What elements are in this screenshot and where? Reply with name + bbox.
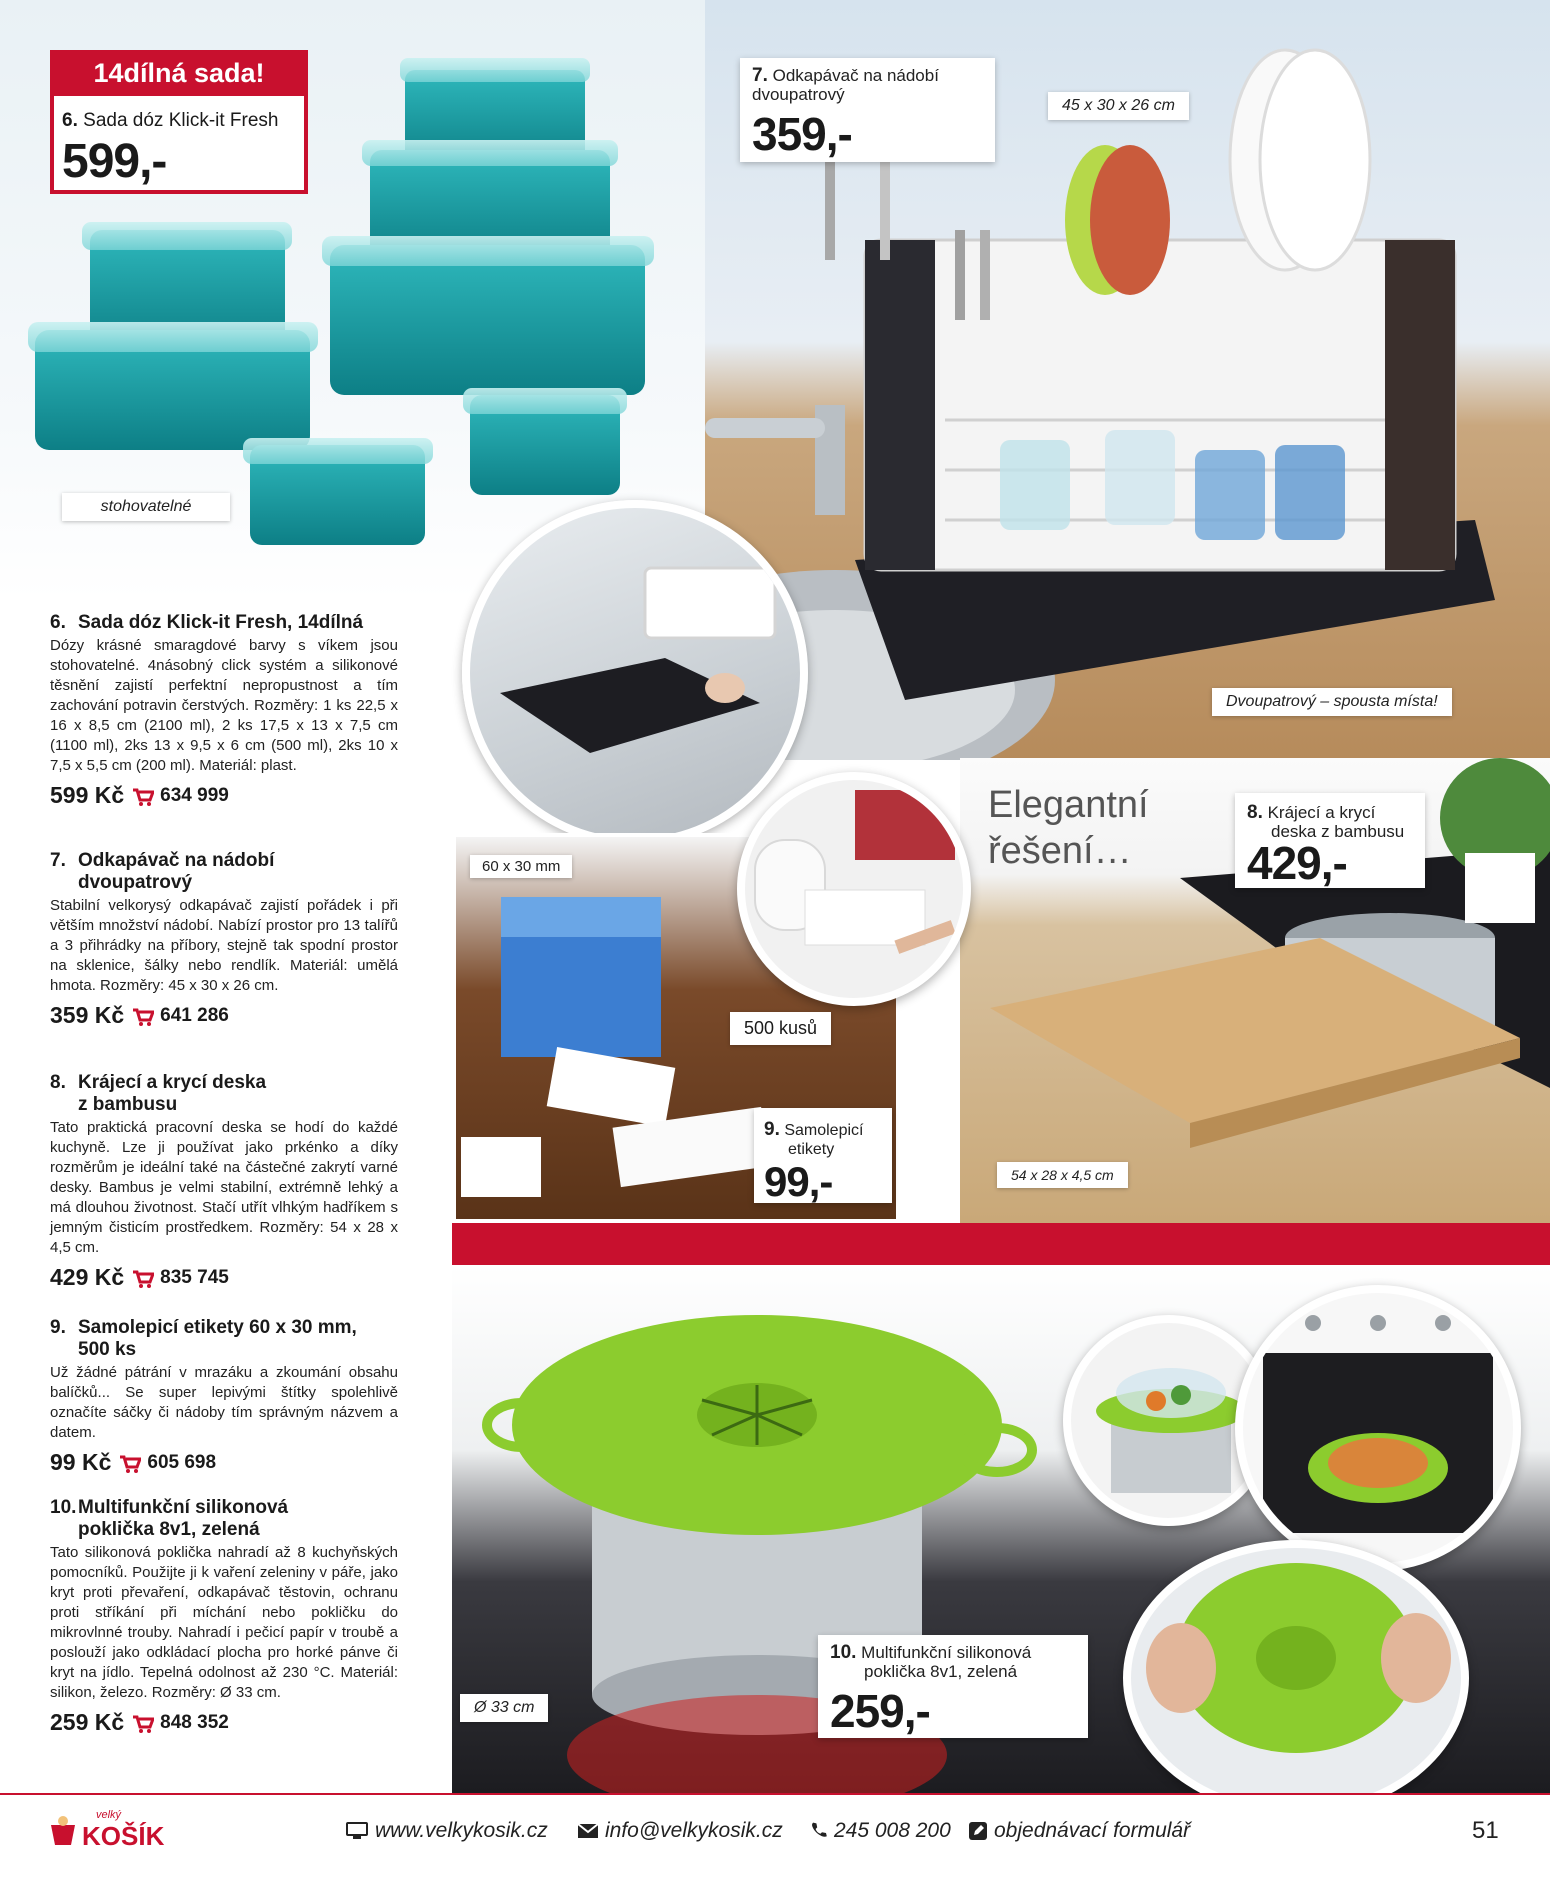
badge-9-price: 99,- xyxy=(764,1158,833,1205)
badge-6-num: 6. xyxy=(62,110,78,131)
badge-8 xyxy=(1235,793,1425,888)
product-9-code: 605 698 xyxy=(147,1451,217,1473)
badge-7 xyxy=(740,58,995,162)
product-8-text: Tato praktická pracovní deska se hodí do každé kuchyně. Lze ji používat jako prkénko a díky rozměrům je ideální také na částečné zakrytí varné desky. Bambus je velmi stabilní, extrémně lehký a má dlouhou životnost. Stačí utřít vlhkým hadříkem s jemným čisticím prostředkem. Rozměry: 54 x 28 x 4,5 cm. xyxy=(50,1119,398,1256)
basket-logo-icon xyxy=(48,1815,78,1849)
edit-form-icon xyxy=(968,1821,988,1841)
badge-10-name-2: poklička 8v1, zelená xyxy=(864,1662,1018,1681)
badge-10 xyxy=(818,1635,1088,1738)
product-6-price: 599 Kč xyxy=(50,782,125,808)
labels-roll-circle xyxy=(737,772,971,1006)
elegant-heading: Elegantní řešení… xyxy=(988,784,1149,872)
logo-small-text: velký xyxy=(96,1809,122,1821)
footer-phone[interactable] xyxy=(810,1819,951,1843)
strainer-circle xyxy=(1123,1540,1469,1816)
strainer-illustration xyxy=(1131,1548,1461,1808)
ribbon-14-piece: 14dílná sada! xyxy=(50,50,308,96)
product-9-title: 9. Samolepicí etikety 60 x 30 mm, 500 ks xyxy=(50,1317,357,1360)
product-10-price: 259 Kč xyxy=(50,1709,125,1735)
badge-10-name-1: Multifunkční silikonová xyxy=(861,1643,1032,1662)
product-8-title: 8. Krájecí a krycí deska z bambusu xyxy=(50,1072,267,1115)
cart-icon[interactable] xyxy=(132,1008,152,1024)
logo-text: KOŠÍK xyxy=(82,1821,165,1851)
footer-form-text: objednávací formulář xyxy=(994,1819,1191,1842)
product-10-title: 10.Multifunkční silikonová poklička 8v1, zelená xyxy=(50,1497,289,1540)
badge-8-name-1: Krájecí a krycí xyxy=(1267,803,1376,822)
rack-dims-label: 45 x 30 x 26 cm xyxy=(1048,92,1189,120)
footer-web[interactable] xyxy=(345,1819,548,1843)
badge-8-name-2: deska z bambusu xyxy=(1271,822,1405,841)
oven-circle xyxy=(1235,1285,1521,1571)
badge-6-price: 599,- xyxy=(62,135,167,188)
page-number: 51 xyxy=(1472,1817,1499,1844)
red-band xyxy=(452,1223,1550,1265)
tray-illustration xyxy=(470,508,800,838)
product-6-title: 6. Sada dóz Klick-it Fresh, 14dílná xyxy=(50,612,364,633)
product-7-title: 7. Odkapávač na nádobí dvoupatrový xyxy=(50,850,275,893)
product-7-text: Stabilní velkorysý odkapávač zajistí pořádek i při větším množství nádobí. Nabízí prostor pro 13 talířů a 3 přihrádky na příbory, stejně tak spodní prostor na sklenice, šálky nebo rendlík. Materiál: umělá hmota. Rozměry: 45 x 30 x 26 cm. xyxy=(50,897,398,994)
product-10-code: 848 352 xyxy=(160,1711,229,1733)
footer xyxy=(0,1793,1550,1865)
badge-6-name: Sada dóz Klick-it Fresh xyxy=(83,110,279,131)
badge-8-num: 8. xyxy=(1247,802,1263,823)
brand-logo[interactable] xyxy=(48,1807,178,1855)
product-7-price: 359 Kč xyxy=(50,1002,125,1028)
footer-email-text: info@velkykosik.cz xyxy=(605,1819,783,1842)
lid-dims-label: Ø 33 cm xyxy=(460,1694,548,1722)
tray-detail-circle xyxy=(462,500,808,846)
cart-icon[interactable] xyxy=(132,1270,152,1286)
product-9-description xyxy=(50,1317,398,1476)
footer-form[interactable] xyxy=(968,1819,1190,1843)
badge-9-name-2: etikety xyxy=(788,1141,835,1158)
product-9-price: 99 Kč xyxy=(50,1449,112,1475)
product-10-description xyxy=(50,1497,398,1736)
badge-7-name-2: dvoupatrový xyxy=(752,85,845,104)
footer-phone-text: 245 008 200 xyxy=(834,1819,951,1842)
footer-web-text: www.velkykosik.cz xyxy=(375,1819,548,1842)
badge-7-name-1: Odkapávač na nádobí xyxy=(772,66,939,85)
product-9-text: Už žádné pátrání v mrazáku a zkoumání obsahu balíčků... Se super lepivými štítky spolehlivě označíte sáčky či nádoby tím správným názvem a datem. xyxy=(50,1364,398,1441)
phone-icon xyxy=(810,1821,828,1841)
badge-8-price: 429,- xyxy=(1247,837,1347,889)
badge-10-price: 259,- xyxy=(830,1685,930,1737)
product-8-price: 429 Kč xyxy=(50,1264,125,1290)
product-8-code: 835 745 xyxy=(160,1266,229,1288)
badge-9 xyxy=(754,1108,892,1203)
rack-caption-label: Dvoupatrový – spousta místa! xyxy=(1212,688,1452,716)
cart-icon[interactable] xyxy=(132,788,152,804)
board-dims-label: 54 x 28 x 4,5 cm xyxy=(997,1162,1128,1188)
product-7-description xyxy=(50,850,398,1029)
badge-7-num: 7. xyxy=(752,65,768,86)
cart-icon[interactable] xyxy=(132,1715,152,1731)
footer-email[interactable] xyxy=(577,1819,783,1843)
oven-illustration xyxy=(1243,1293,1513,1563)
product-6-description xyxy=(50,612,398,809)
badge-6 xyxy=(50,50,308,194)
stackable-label: stohovatelné xyxy=(62,493,230,521)
monitor-icon xyxy=(345,1821,369,1841)
product-8-description xyxy=(50,1072,398,1291)
product-10-text: Tato silikonová poklička nahradí až 8 kuchyňských pomocníků. Použijte ji k vaření zeleniny v páře, jako kryt proti převaření, odkapávač těstovin, ochranu proti stříkání při míchání nebo pokličku do mikrovlnné trouby. Nahradí i pečicí papír v troubě a poslouží jako odkládací plocha pro horké pánve či kryt na jídlo. Tepelná odolnost až 230 °C. Materiál: silikon, železo. Rozměry: Ø 33 cm. xyxy=(50,1544,398,1701)
label-count-tag: 500 kusů xyxy=(730,1012,831,1045)
product-6-code: 634 999 xyxy=(160,784,229,806)
product-7-code: 641 286 xyxy=(160,1004,229,1026)
badge-9-num: 9. xyxy=(764,1119,780,1140)
envelope-icon xyxy=(577,1822,599,1840)
cart-icon[interactable] xyxy=(119,1455,139,1471)
product-6-text: Dózy krásné smaragdové barvy s víkem jsou stohovatelné. 4násobný click systém a silikonové těsnění zajistí perfektní nepropustnost a tím zachování potravin čerstvých. Rozměry: 1 ks 22,5 x 16 x 8,5 cm (2100 ml), 2 ks 17,5 x 13 x 7,5 cm (1100 ml), 2ks 13 x 9,5 x 6 cm (500 ml), 2ks 10 x 7,5 x 5,5 cm (200 ml). Materiál: plast. xyxy=(50,637,398,774)
label-dims-tag: 60 x 30 mm xyxy=(470,855,572,878)
badge-10-num: 10. xyxy=(830,1642,857,1663)
badge-7-price: 359,- xyxy=(752,108,852,160)
labels-roll-illustration xyxy=(745,780,963,998)
badge-9-name-1: Samolepicí xyxy=(784,1122,864,1139)
